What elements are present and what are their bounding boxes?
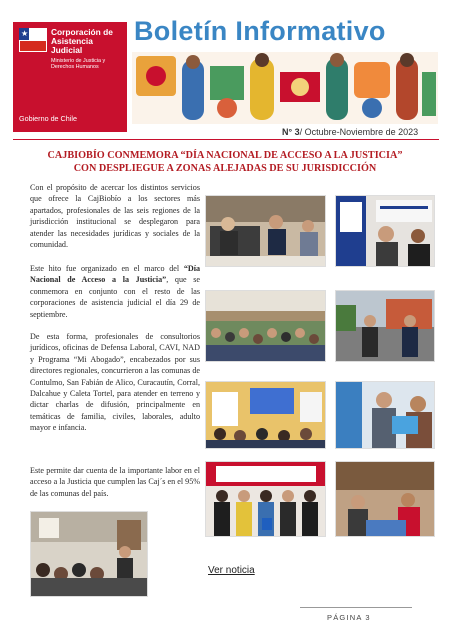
- paragraph-2-lead: Este hito fue organizado en el marco del: [30, 264, 184, 273]
- gov-label: Gobierno de Chile: [19, 114, 77, 123]
- paragraph-2: [30, 263, 200, 320]
- paragraph-2-tail: , que se conmemora en conjunto con el resto de las corporaciones de asistencia judicial el día 29 de septiembre.: [30, 275, 200, 319]
- headline-line-1: CAJBIOBÍO CONMEMORA “DÍA NACIONAL DE ACCESO A LA JUSTICIA”: [47, 150, 403, 161]
- chile-flag-icon: ★: [19, 28, 47, 52]
- issue-label: [282, 127, 418, 137]
- photo-flyer-handout: [335, 381, 435, 449]
- paragraph-3: De esta forma, profesionales de consultorios jurídicos, oficinas de Defensa Laboral, CAVI, NAD y Programa “Mi Abogado”, encabezados por sus directores regionales, concurrieron a las comunas de Contulmo, San Fabián de Alico, Curacautín, Corral, Dalcahue y Caleta Tortel, para atender en terreno y dictar charlas de difusión, principalmente en temáticas de familia, civiles, laborales, adulto mayor e infancia.: [30, 332, 200, 433]
- paragraph-2-highlight: “Día Nacional de Acceso a la Justicia”: [30, 264, 200, 285]
- issue-period: / Octubre-Noviembre de 2023: [299, 127, 419, 137]
- photo-outdoor-street: [335, 290, 435, 362]
- photo-consultation-table: [335, 461, 435, 537]
- photo-info-desk: [335, 195, 435, 267]
- org-subtitle: Ministerio de Justicia y Derechos Humanos: [51, 58, 106, 71]
- article-headline: [24, 149, 426, 175]
- paragraph-1: Con el propósito de acercar los distintos servicios que ofrece la CajBiobío a los sectores más apartados, profesionales de las seis regiones de la jurisdicción institucional se desplegaron para atender las necesidades jurídicas y sociales de la comunidad.: [30, 183, 200, 250]
- headline-line-2: CON DESPLIEGUE A ZONAS ALEJADAS DE SU JURISDICCIÓN: [73, 163, 377, 174]
- photo-office-meeting: [205, 195, 326, 267]
- paragraph-4: Este permite dar cuenta de la importante labor en el acceso a la Justicia que cumplen las Caj´s en el 95% de las comunas del país.: [30, 466, 200, 498]
- institution-logo: [13, 22, 127, 132]
- photo-group-bags: [205, 461, 326, 537]
- page-number: PÁGINA 3: [327, 613, 371, 622]
- view-news-link[interactable]: Ver noticia: [208, 565, 255, 576]
- org-title: Corporación de Asistencia Judicial: [51, 27, 113, 55]
- bulletin-title: Boletín Informativo: [134, 16, 386, 46]
- header-illustration: [132, 52, 438, 124]
- photo-presentation-room: [205, 381, 326, 449]
- photo-community-meeting: [30, 511, 148, 597]
- header-divider: [13, 139, 439, 140]
- photo-talk-audience: [205, 290, 326, 362]
- footer-divider: [300, 607, 412, 608]
- issue-number: N° 3: [282, 127, 300, 137]
